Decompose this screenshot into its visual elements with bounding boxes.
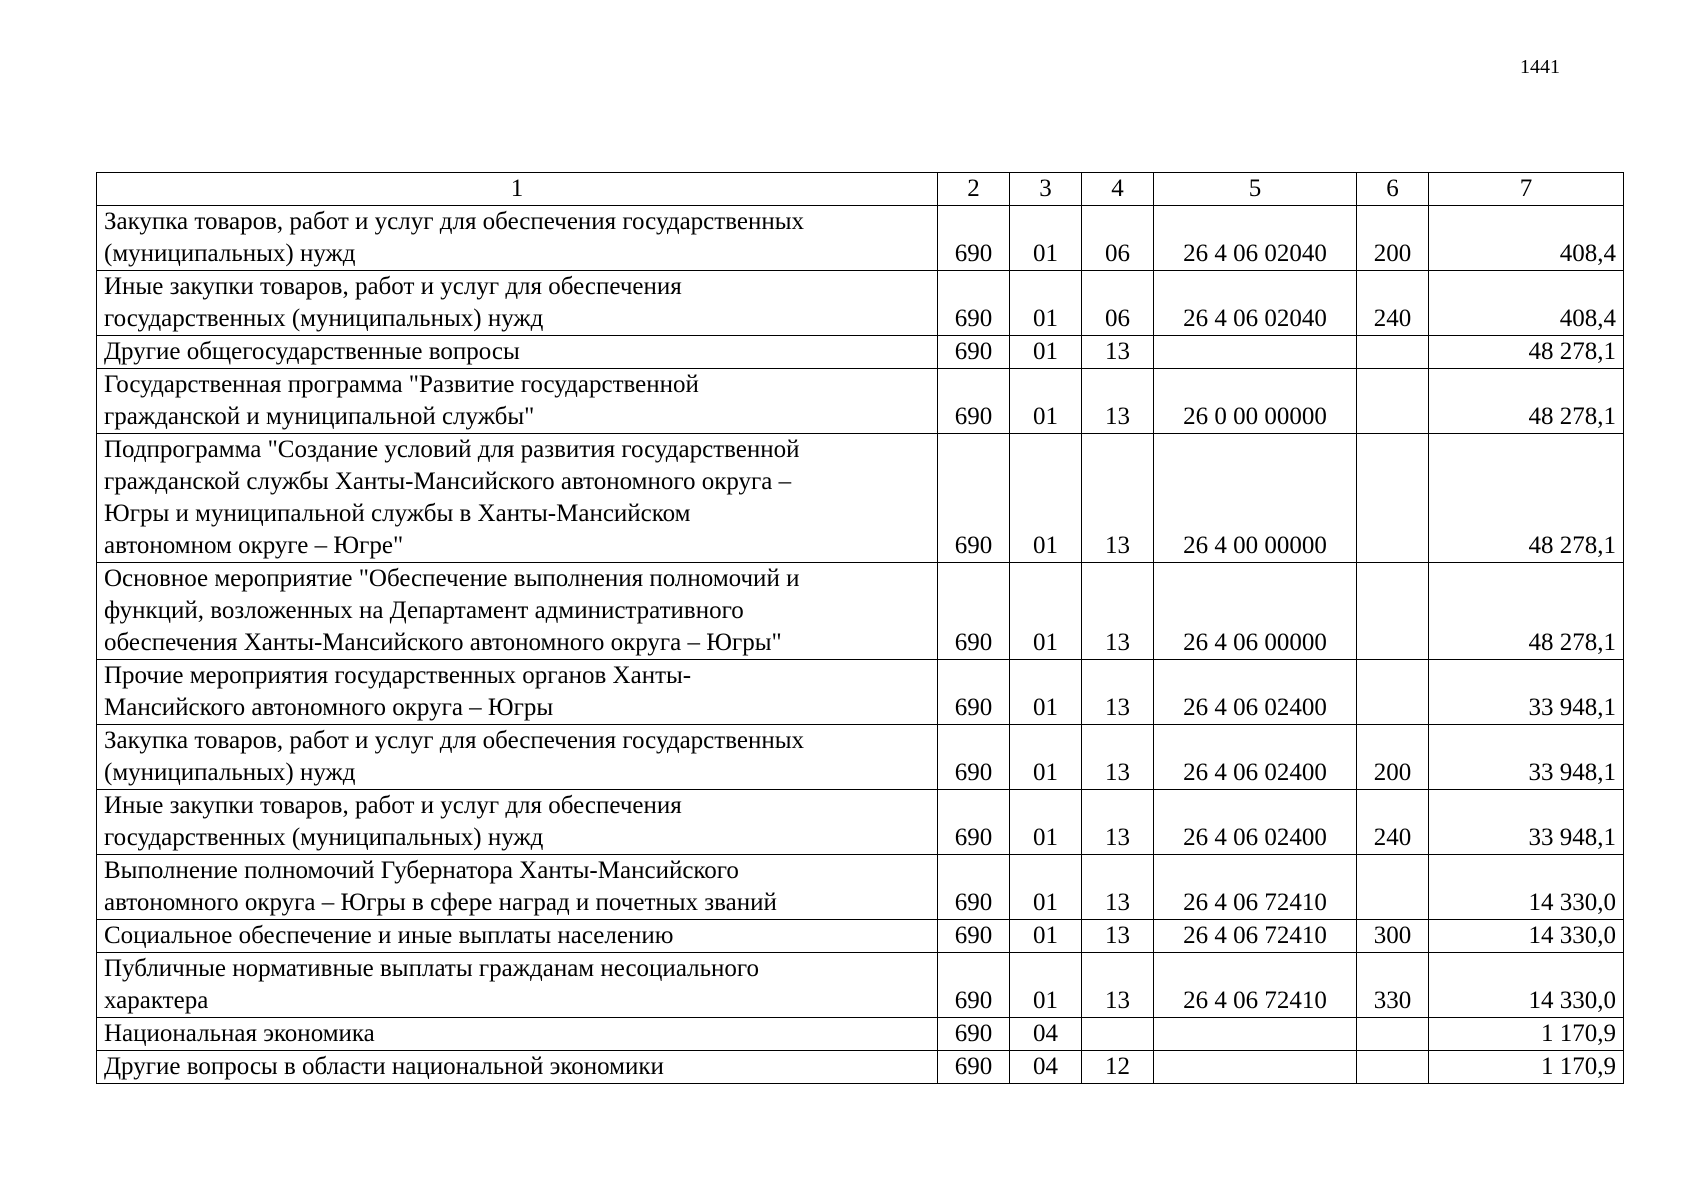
row-name-line: Публичные нормативные выплаты гражданам несоциального bbox=[104, 955, 760, 982]
row-name-line: характера bbox=[104, 987, 209, 1014]
chapter-code-cell: 01 bbox=[1010, 336, 1082, 369]
amount-cell: 14 330,0 bbox=[1429, 855, 1624, 920]
section-code-cell: 690 bbox=[938, 660, 1010, 725]
table-row bbox=[97, 725, 1624, 790]
header-cell: 5 bbox=[1154, 173, 1357, 206]
section-code-cell: 690 bbox=[938, 369, 1010, 434]
target-article-cell: 26 0 00 00000 bbox=[1154, 369, 1357, 434]
row-name-line: Иные закупки товаров, работ и услуг для обеспечения bbox=[104, 792, 682, 819]
chapter-code-cell: 04 bbox=[1010, 1018, 1082, 1051]
subsection-code-cell bbox=[1082, 1018, 1154, 1051]
header-cell: 4 bbox=[1082, 173, 1154, 206]
row-name-cell bbox=[97, 725, 938, 790]
expense-type-cell: 240 bbox=[1357, 271, 1429, 336]
table-header-row bbox=[97, 173, 1624, 206]
expense-type-cell: 300 bbox=[1357, 920, 1429, 953]
table-row bbox=[97, 953, 1624, 1018]
expense-type-cell: 200 bbox=[1357, 725, 1429, 790]
subsection-code-cell: 13 bbox=[1082, 855, 1154, 920]
page-number: 1441 bbox=[1520, 56, 1560, 78]
table-row bbox=[97, 855, 1624, 920]
chapter-code-cell: 01 bbox=[1010, 563, 1082, 660]
subsection-code-cell: 13 bbox=[1082, 920, 1154, 953]
row-name-line: Государственная программа "Развитие государственной bbox=[104, 371, 699, 398]
expense-type-cell bbox=[1357, 855, 1429, 920]
expense-type-cell bbox=[1357, 369, 1429, 434]
subsection-code-cell: 13 bbox=[1082, 790, 1154, 855]
expense-type-cell bbox=[1357, 336, 1429, 369]
expense-type-cell bbox=[1357, 1018, 1429, 1051]
budget-table bbox=[96, 172, 1624, 1084]
row-name-line: Другие общегосударственные вопросы bbox=[104, 338, 520, 365]
row-name-line: Другие вопросы в области национальной экономики bbox=[104, 1053, 664, 1080]
section-code-cell: 690 bbox=[938, 563, 1010, 660]
row-name-line: Национальная экономика bbox=[104, 1020, 375, 1047]
row-name-line: Мансийского автономного округа – Югры bbox=[104, 694, 554, 721]
row-name-line: гражданской и муниципальной службы" bbox=[104, 403, 535, 430]
chapter-code-cell: 01 bbox=[1010, 271, 1082, 336]
subsection-code-cell: 13 bbox=[1082, 434, 1154, 563]
section-code-cell: 690 bbox=[938, 790, 1010, 855]
chapter-code-cell: 01 bbox=[1010, 725, 1082, 790]
header-cell: 6 bbox=[1357, 173, 1429, 206]
target-article-cell: 26 4 00 00000 bbox=[1154, 434, 1357, 563]
row-name-cell bbox=[97, 336, 938, 369]
row-name-cell bbox=[97, 563, 938, 660]
table-row bbox=[97, 790, 1624, 855]
row-name-line: Югры и муниципальной службы в Ханты-Мансийском bbox=[104, 500, 691, 527]
header-cell: 1 bbox=[97, 173, 938, 206]
section-code-cell: 690 bbox=[938, 920, 1010, 953]
row-name-cell bbox=[97, 790, 938, 855]
subsection-code-cell: 12 bbox=[1082, 1051, 1154, 1084]
row-name-cell bbox=[97, 1051, 938, 1084]
chapter-code-cell: 01 bbox=[1010, 953, 1082, 1018]
row-name-cell bbox=[97, 206, 938, 271]
table-row bbox=[97, 1018, 1624, 1051]
row-name-line: государственных (муниципальных) нужд bbox=[104, 305, 544, 332]
amount-cell: 48 278,1 bbox=[1429, 336, 1624, 369]
amount-cell: 14 330,0 bbox=[1429, 920, 1624, 953]
section-code-cell: 690 bbox=[938, 953, 1010, 1018]
section-code-cell: 690 bbox=[938, 206, 1010, 271]
target-article-cell: 26 4 06 02400 bbox=[1154, 790, 1357, 855]
amount-cell: 408,4 bbox=[1429, 206, 1624, 271]
row-name-line: (муниципальных) нужд bbox=[104, 240, 356, 267]
header-cell: 3 bbox=[1010, 173, 1082, 206]
target-article-cell: 26 4 06 02040 bbox=[1154, 206, 1357, 271]
amount-cell: 48 278,1 bbox=[1429, 434, 1624, 563]
chapter-code-cell: 01 bbox=[1010, 660, 1082, 725]
amount-cell: 33 948,1 bbox=[1429, 660, 1624, 725]
row-name-line: Выполнение полномочий Губернатора Ханты-Мансийского bbox=[104, 857, 739, 884]
subsection-code-cell: 06 bbox=[1082, 271, 1154, 336]
row-name-line: Прочие мероприятия государственных органов Ханты- bbox=[104, 662, 692, 689]
table-row bbox=[97, 271, 1624, 336]
target-article-cell: 26 4 06 02400 bbox=[1154, 660, 1357, 725]
row-name-line: Закупка товаров, работ и услуг для обеспечения государственных bbox=[104, 208, 805, 235]
section-code-cell: 690 bbox=[938, 1018, 1010, 1051]
row-name-cell bbox=[97, 434, 938, 563]
header-cell: 7 bbox=[1429, 173, 1624, 206]
section-code-cell: 690 bbox=[938, 855, 1010, 920]
target-article-cell: 26 4 06 72410 bbox=[1154, 953, 1357, 1018]
section-code-cell: 690 bbox=[938, 1051, 1010, 1084]
section-code-cell: 690 bbox=[938, 725, 1010, 790]
target-article-cell bbox=[1154, 1018, 1357, 1051]
section-code-cell: 690 bbox=[938, 271, 1010, 336]
row-name-line: гражданской службы Ханты-Мансийского автономного округа – bbox=[104, 468, 792, 495]
table-row bbox=[97, 434, 1624, 563]
amount-cell: 48 278,1 bbox=[1429, 369, 1624, 434]
amount-cell: 1 170,9 bbox=[1429, 1018, 1624, 1051]
chapter-code-cell: 01 bbox=[1010, 920, 1082, 953]
target-article-cell bbox=[1154, 1051, 1357, 1084]
row-name-cell bbox=[97, 855, 938, 920]
expense-type-cell bbox=[1357, 1051, 1429, 1084]
table-row bbox=[97, 1051, 1624, 1084]
row-name-line: функций, возложенных на Департамент административного bbox=[104, 597, 744, 624]
expense-type-cell bbox=[1357, 660, 1429, 725]
subsection-code-cell: 13 bbox=[1082, 953, 1154, 1018]
row-name-line: Иные закупки товаров, работ и услуг для обеспечения bbox=[104, 273, 682, 300]
row-name-cell bbox=[97, 271, 938, 336]
table-row bbox=[97, 563, 1624, 660]
chapter-code-cell: 01 bbox=[1010, 855, 1082, 920]
row-name-line: Подпрограмма "Создание условий для развития государственной bbox=[104, 436, 800, 463]
row-name-cell bbox=[97, 1018, 938, 1051]
amount-cell: 14 330,0 bbox=[1429, 953, 1624, 1018]
subsection-code-cell: 13 bbox=[1082, 336, 1154, 369]
row-name-line: автономном округе – Югре" bbox=[104, 532, 404, 559]
row-name-line: Закупка товаров, работ и услуг для обеспечения государственных bbox=[104, 727, 805, 754]
amount-cell: 48 278,1 bbox=[1429, 563, 1624, 660]
row-name-cell bbox=[97, 660, 938, 725]
header-cell: 2 bbox=[938, 173, 1010, 206]
row-name-cell bbox=[97, 369, 938, 434]
row-name-cell bbox=[97, 953, 938, 1018]
expense-type-cell bbox=[1357, 563, 1429, 660]
target-article-cell bbox=[1154, 336, 1357, 369]
row-name-line: государственных (муниципальных) нужд bbox=[104, 824, 544, 851]
amount-cell: 33 948,1 bbox=[1429, 725, 1624, 790]
row-name-line: (муниципальных) нужд bbox=[104, 759, 356, 786]
row-name-line: обеспечения Ханты-Мансийского автономного округа – Югры" bbox=[104, 629, 782, 656]
amount-cell: 408,4 bbox=[1429, 271, 1624, 336]
table-row bbox=[97, 369, 1624, 434]
target-article-cell: 26 4 06 02400 bbox=[1154, 725, 1357, 790]
expense-type-cell: 200 bbox=[1357, 206, 1429, 271]
expense-type-cell: 330 bbox=[1357, 953, 1429, 1018]
table-row bbox=[97, 920, 1624, 953]
expense-type-cell: 240 bbox=[1357, 790, 1429, 855]
chapter-code-cell: 01 bbox=[1010, 434, 1082, 563]
amount-cell: 1 170,9 bbox=[1429, 1051, 1624, 1084]
section-code-cell: 690 bbox=[938, 336, 1010, 369]
subsection-code-cell: 06 bbox=[1082, 206, 1154, 271]
subsection-code-cell: 13 bbox=[1082, 369, 1154, 434]
amount-cell: 33 948,1 bbox=[1429, 790, 1624, 855]
row-name-cell bbox=[97, 920, 938, 953]
target-article-cell: 26 4 06 02040 bbox=[1154, 271, 1357, 336]
row-name-line: Социальное обеспечение и иные выплаты населению bbox=[104, 922, 674, 949]
section-code-cell: 690 bbox=[938, 434, 1010, 563]
chapter-code-cell: 01 bbox=[1010, 790, 1082, 855]
chapter-code-cell: 01 bbox=[1010, 206, 1082, 271]
target-article-cell: 26 4 06 00000 bbox=[1154, 563, 1357, 660]
table-row bbox=[97, 660, 1624, 725]
chapter-code-cell: 01 bbox=[1010, 369, 1082, 434]
chapter-code-cell: 04 bbox=[1010, 1051, 1082, 1084]
subsection-code-cell: 13 bbox=[1082, 660, 1154, 725]
row-name-line: автономного округа – Югры в сфере наград и почетных званий bbox=[104, 889, 777, 916]
subsection-code-cell: 13 bbox=[1082, 725, 1154, 790]
target-article-cell: 26 4 06 72410 bbox=[1154, 920, 1357, 953]
expense-type-cell bbox=[1357, 434, 1429, 563]
target-article-cell: 26 4 06 72410 bbox=[1154, 855, 1357, 920]
subsection-code-cell: 13 bbox=[1082, 563, 1154, 660]
table-row bbox=[97, 336, 1624, 369]
table-row bbox=[97, 206, 1624, 271]
row-name-line: Основное мероприятие "Обеспечение выполнения полномочий и bbox=[104, 565, 800, 592]
